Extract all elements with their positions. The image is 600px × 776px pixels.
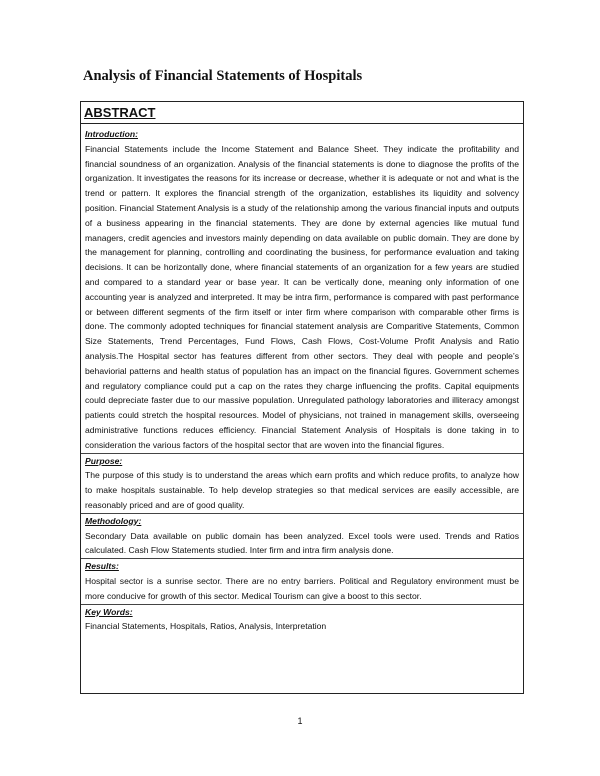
methodology-text: Secondary Data available on public domain has been analyzed. Excel tools were used. Trends and Ratios calculated. Cash Flow Statements studied. Inter firm and intra firm analysis done.	[85, 530, 519, 556]
page-number: 1	[297, 716, 303, 726]
abstract-heading: ABSTRACT	[81, 102, 523, 124]
methodology-label: Methodology:	[85, 515, 142, 526]
introduction-text: Financial Statements include the Income Statement and Balance Sheet. They indicate the profitability and financial soundness of an organization. Analysis of the financial statements is done to diagnose the profits of the organization. It investigates the reasons for its increase or decrease, whether it is adequate or not and what is the trend or pattern. It explores the financial strength of the organization, establishes its liquidity and solvency position. Financial Statement Analysis is a study of the relationship among the various financial inputs and outputs of a business appearing in the financial statements. They are done by external agencies like mutual fund managers, credit agencies and investors mainly depending on data available on public domain. They are done by the management for planning, controlling and coordinating the business, for performance evaluation and taking decisions. It can be horizontally done, where financial statements of an organization for a few years are studied and compared to a standard year or base year. It can be vertically done, meaning only information of one accounting year is analyzed and interpreted. It may be intra firm, performance is compared with past performance or between different segments of the firm itself or inter firm where comparison with comparable other firms is done. The commonly adopted techniques for financial statement analysis are Comparitive Statements, Common Size Statements, Trend Percentages, Fund Flows, Cash Flows, Cost-Volume Profit Analysis and Ratio analysis.The Hospital sector has features different from other sectors. They deal with people and people’s behaviorial patterns and health status of population has an impact on the financial figures. Government schemes and regulatory compliance could put a cap on the rates they charge influencing the profits. Capital equipments could depreciate faster due to our massive population. Unregulated pathology laboratories and illiteracy amongst patients could stretch the hospital resources. Model of physicians, not trained in management skills, overseeing administrative functions reduces efficiency. Financial Statement Analysis of Hospitals is done taking in to consideration the various factors of the hospital sector that are woven into the financial figures.	[85, 143, 519, 450]
results-text: Hospital sector is a sunrise sector. There are no entry barriers. Political and Regulatory environment must be more conducive for growth of this sector. Medical Tourism can give a boost to this sector.	[85, 575, 519, 601]
abstract-box	[80, 101, 524, 694]
paper-title: Analysis of Financial Statements of Hospitals	[83, 68, 363, 84]
abstract-content	[81, 124, 523, 634]
keywords-label: Key Words:	[85, 606, 133, 617]
results-label: Results:	[85, 561, 119, 572]
keywords-text: Financial Statements, Hospitals, Ratios, Analysis, Interpretation	[85, 621, 327, 632]
purpose-text: The purpose of this study is to understand the areas which earn profits and which reduce profits, to analyze how to make hospitals sustainable. To help develop strategies so that medical services are easily accessible, are reasonably priced and are of good quality.	[85, 470, 519, 510]
introduction-label: Introduction:	[85, 129, 138, 139]
purpose-label: Purpose:	[85, 455, 123, 466]
